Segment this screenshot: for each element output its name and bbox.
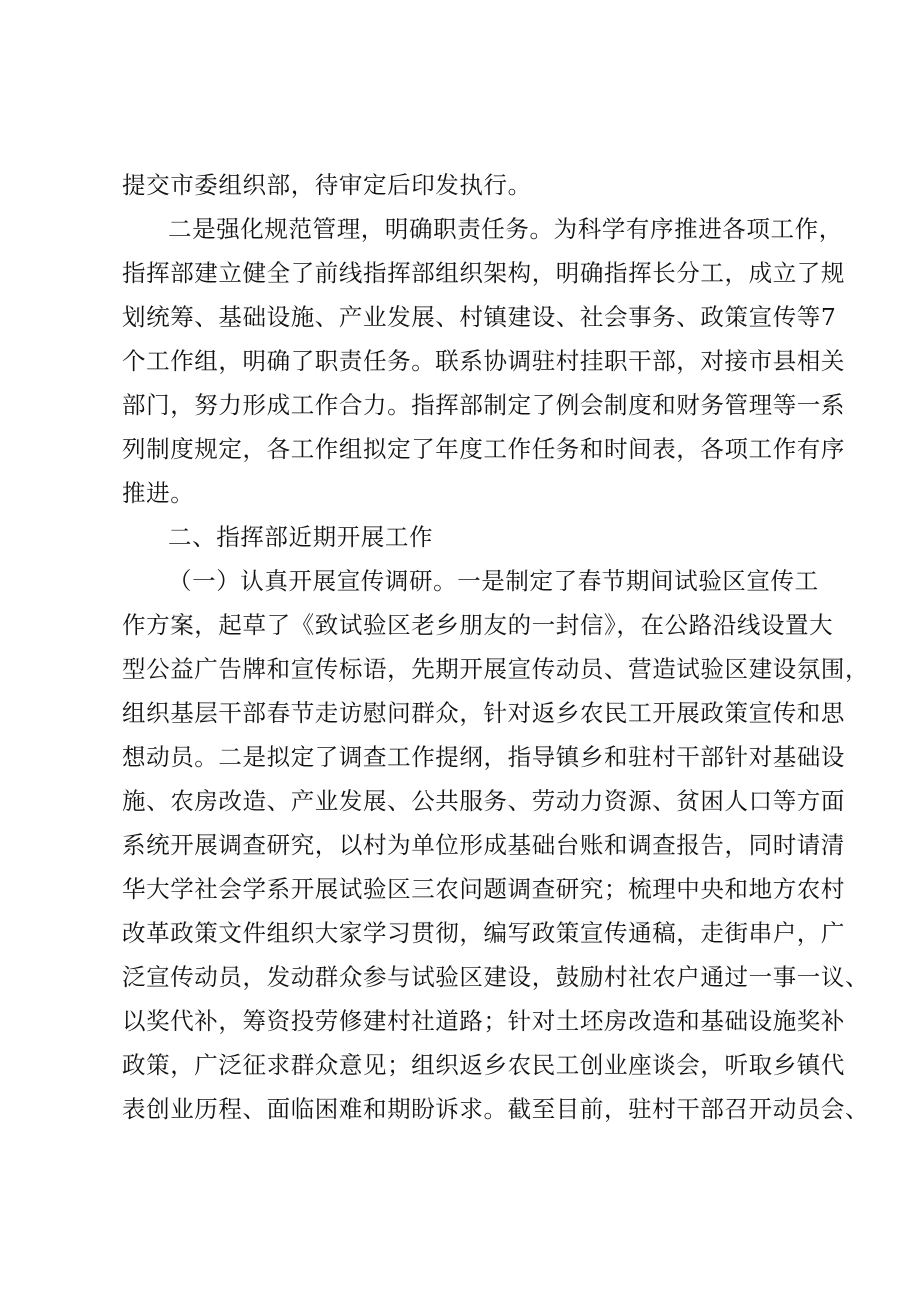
paragraph-line: 想动员。二是拟定了调查工作提纲，指导镇乡和驻村干部针对基础设 (122, 743, 845, 771)
paragraph-line: 表创业历程、面临困难和期盼诉求。截至目前，驻村干部召开动员会、 (122, 1095, 870, 1123)
paragraph-line: 个工作组，明确了职责任务。联系协调驻村挂职干部，对接市县相关 (122, 347, 845, 375)
paragraph-line: 泛宣传动员，发动群众参与试验区建设，鼓励村社农户通过一事一议、 (122, 963, 870, 991)
section-heading: 二、指挥部近期开展工作 (168, 523, 434, 551)
paragraph-line: 系统开展调查研究，以村为单位形成基础台账和调查报告，同时请清 (122, 831, 845, 859)
paragraph-line: 列制度规定，各工作组拟定了年度工作任务和时间表，各项工作有序 (122, 435, 845, 463)
paragraph-line: 指挥部建立健全了前线指挥部组织架构，明确指挥长分工，成立了规 (122, 259, 845, 287)
paragraph-line: 部门，努力形成工作合力。指挥部制定了例会制度和财务管理等一系 (122, 391, 845, 419)
paragraph-line: 政策，广泛征求群众意见；组织返乡农民工创业座谈会，听取乡镇代 (122, 1051, 845, 1079)
paragraph-line: 作方案，起草了《致试验区老乡朋友的一封信》，在公路沿线设置大 (122, 611, 834, 639)
paragraph-line: 组织基层干部春节走访慰问群众，针对返乡农民工开展政策宣传和思 (122, 699, 845, 727)
paragraph-line: 推进。 (122, 479, 195, 507)
paragraph-line: 改革政策文件组织大家学习贯彻，编写政策宣传通稿，走街串户，广 (122, 919, 845, 947)
paragraph-line: 华大学社会学系开展试验区三农问题调查研究；梳理中央和地方农村 (122, 875, 845, 903)
paragraph-line: 划统筹、基础设施、产业发展、村镇建设、社会事务、政策宣传等7 (122, 303, 837, 331)
paragraph-line: 施、农房改造、产业发展、公共服务、劳动力资源、贫困人口等方面 (122, 787, 845, 815)
paragraph-line: 提交市委组织部，待审定后印发执行。 (122, 171, 532, 199)
paragraph-line: （一）认真开展宣传调研。一是制定了春节期间试验区宣传工 (168, 567, 819, 595)
paragraph-line: 二是强化规范管理，明确职责任务。为科学有序推进各项工作， (168, 215, 843, 243)
paragraph-line: 以奖代补，筹资投劳修建村社道路；针对土坯房改造和基础设施奖补 (122, 1007, 845, 1035)
paragraph-line: 型公益广告牌和宣传标语，先期开展宣传动员、营造试验区建设氛围， (122, 655, 870, 683)
